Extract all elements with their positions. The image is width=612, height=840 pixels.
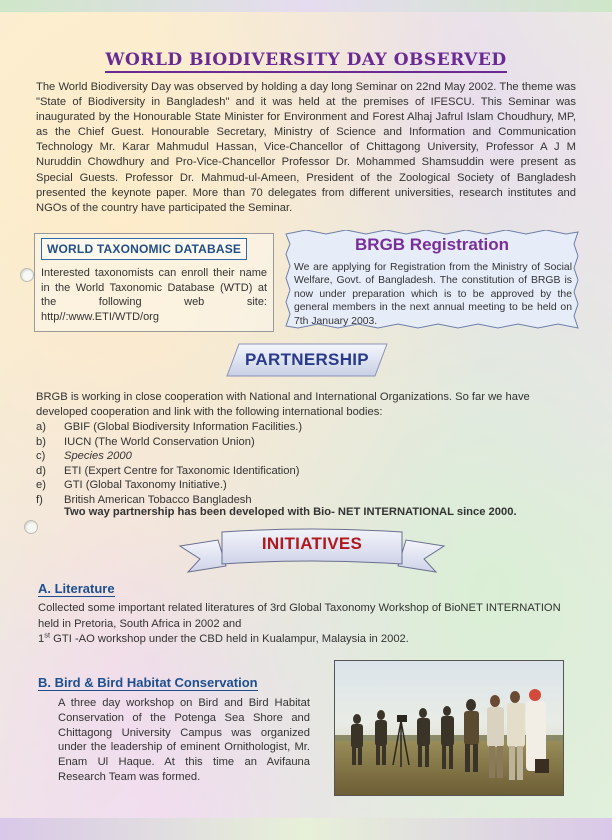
brgb-text: We are applying for Registration from the Ministry of Social Welfare, Govt. of Bangladesh. The constitution of BRGB is now under preparation which is to be approved by the general members in the next annual meeting to be held on 7th January 2003. bbox=[294, 262, 572, 327]
list-item: a) GBIF (Global Biodiversity Information Facilities.) bbox=[36, 421, 303, 433]
partnership-banner-label: PARTNERSHIP bbox=[245, 350, 369, 369]
intro-paragraph: The World Biodiversity Day was observed by holding a day long Seminar on 22nd May 2002. The theme was "State of Biodiversity in Bangladesh" and it was held at the premises of IFESCU. This Seminar was inaugurated by the Honourable State Minister for Environment and Forest Alhaj Jafrul Islam Choudhury, MP, as the Chief Guest. Honourable Secretary, Ministry of Science and Information and Communication Technology Mr. Karar Mahmudul Hassan, Vice-Chancellor of Chittagong University, Professor A J M Nuruddin Chowdhury and Pro-Vice-Chancellor Professor Dr. Mohammed Shamsuddin were present as Special Guests. Professor Dr. Mahmud-ul-Ameen, President of the Zoological Society of Bangladesh presented the keynote paper. More than 70 delegates from different universities, research institutes and NGOs of the country have participated the Seminar. bbox=[36, 81, 576, 214]
bottom-color-band bbox=[0, 818, 612, 840]
list-item: f) British American Tobacco Bangladesh bbox=[36, 493, 252, 506]
workshop-photo-image bbox=[335, 661, 564, 796]
wtd-box bbox=[34, 233, 274, 332]
list-item: c) Species 2000 bbox=[36, 450, 132, 463]
bird-text: A three day workshop on Bird and Bird Habitat Conservation of the Potenga Sea Shore and Chittagong University Campus was organized under the leadership of eminent Ornithologist, Mr. Enam Ul Haque. At this time an Avifauna Research Team was formed. bbox=[58, 697, 310, 783]
page-title: WORLD BIODIVERSITY DAY OBSERVED bbox=[0, 50, 612, 70]
list-item: d) ETI (Expert Centre for Taxonomic Identification) bbox=[36, 464, 300, 477]
punch-hole-bottom bbox=[24, 520, 38, 534]
wtd-text: Interested taxonomists can enroll their name in the World Taxonomic Database (WTD) at the following web site: http//:www.ETI/WTD/org bbox=[41, 267, 267, 323]
wtd-title: WORLD TAXONOMIC DATABASE bbox=[41, 238, 247, 260]
partnership-list bbox=[36, 420, 581, 508]
list-item: b) IUCN (The World Conservation Union) bbox=[36, 435, 255, 448]
punch-hole-top bbox=[20, 268, 34, 282]
brgb-title: BRGB Registration bbox=[355, 235, 509, 254]
partnership-intro: BRGB is working in close cooperation with National and International Organizations. So far we have developed cooperation and link with the following international bodies: bbox=[36, 391, 530, 418]
initiatives-ribbon-label: INITIATIVES bbox=[261, 534, 363, 553]
brgb-box bbox=[284, 230, 580, 330]
bionet-statement: Two way partnership has been developed with Bio- NET INTERNATIONAL since 2000. bbox=[64, 506, 517, 518]
list-item: e) GTI (Global Taxonomy Initiative.) bbox=[36, 479, 227, 492]
bird-heading: B. Bird & Bird Habitat Conservation bbox=[38, 675, 258, 690]
top-color-band bbox=[0, 0, 612, 12]
literature-heading: A. Literature bbox=[38, 581, 115, 596]
literature-text: Collected some important related literatures of 3rd Global Taxonomy Workshop of BioNET INTERNATION held in Pretoria, South Africa in 2002 and 1st GTI -AO workshop under the CBD held in Kualampur, Malaysia in 2002. bbox=[38, 602, 561, 646]
workshop-photo bbox=[334, 660, 564, 796]
